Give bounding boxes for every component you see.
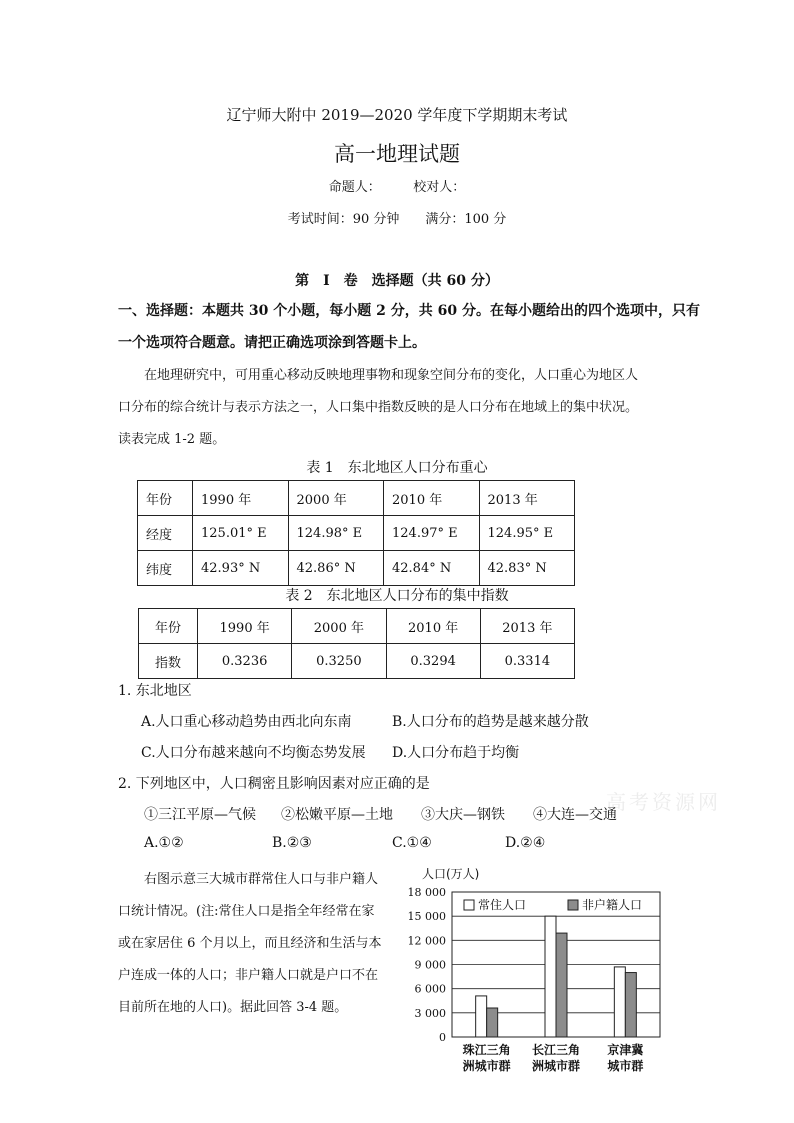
- q2-item-3: ③大庆—钢铁: [421, 807, 505, 823]
- table-cell: 纬度: [138, 551, 193, 586]
- table-cell: 2010 年: [384, 481, 480, 516]
- x-category-label: 长江三角: [531, 1043, 581, 1057]
- bar-non-registered: [556, 933, 567, 1037]
- section-heading: 第 Ⅰ 卷 选择题（共 60 分）: [295, 273, 499, 289]
- table-cell: 指数: [139, 644, 198, 679]
- section-instruction-2: 一个选项符合题意。请把正确选项涂到答题卡上。: [118, 335, 426, 351]
- table-cell: 经度: [138, 516, 193, 551]
- q2-item-4: ④大连—交通: [533, 807, 617, 823]
- table-cell: 1990 年: [198, 609, 292, 644]
- paper-title: 高一地理试题: [334, 142, 460, 166]
- q2-item-2: ②松嫩平原—土地: [281, 807, 393, 823]
- table-cell: 0.3236: [198, 644, 292, 679]
- table-cell: 2013 年: [480, 609, 574, 644]
- intro-line-2: 口分布的综合统计与表示方法之一，人口集中指数反映的是人口分布在地域上的集中状况。: [118, 400, 639, 415]
- table-cell: 0.3250: [292, 644, 386, 679]
- table-cell: 2013 年: [479, 481, 575, 516]
- exam-meta: 考试时间：90 分钟 满分：100 分: [287, 212, 507, 227]
- q1-option-b: B.人口分布的趋势是越来越分散: [392, 714, 589, 730]
- x-category-label: 珠江三角: [462, 1043, 511, 1057]
- legend-label: 常住人口: [478, 898, 527, 912]
- intro-line-3: 读表完成 1-2 题。: [118, 432, 226, 447]
- intro2-line-5: 目前所在地的人口)。据此回答 3-4 题。: [118, 1000, 348, 1015]
- population-bar-chart: [400, 860, 680, 1080]
- intro2-line-4: 户连成一体的人口；非户籍人口就是户口不在: [118, 968, 379, 983]
- table-cell: 年份: [138, 481, 193, 516]
- q1-option-c: C.人口分布越来越向不均衡态势发展: [141, 745, 366, 761]
- table-cell: 42.83° N: [479, 551, 575, 586]
- intro-line-1: 在地理研究中，可用重心移动反映地理事物和现象空间分布的变化，人口重心为地区人: [144, 368, 639, 383]
- table-cell: 124.98° E: [288, 516, 384, 551]
- table-cell: 0.3314: [480, 644, 574, 679]
- question-2-stem: 2. 下列地区中，人口稠密且影响因素对应正确的是: [118, 776, 430, 792]
- author-line: 命题人： 校对人：: [328, 180, 466, 195]
- q2-option-c: C.①④: [392, 835, 432, 851]
- bar-resident: [614, 967, 625, 1037]
- q2-option-b: B.②③: [272, 835, 312, 851]
- bar-non-registered: [487, 1008, 498, 1037]
- y-tick-label: 0: [439, 1031, 446, 1044]
- watermark-text: 高考资源网: [606, 790, 721, 814]
- y-tick-label: 3 000: [414, 1006, 446, 1020]
- bar-resident: [545, 916, 556, 1037]
- legend-label: 非户籍人口: [582, 898, 643, 912]
- table2-caption: 表 2 东北地区人口分布的集中指数: [285, 588, 509, 604]
- y-tick-label: 12 000: [407, 934, 446, 948]
- y-axis-label: 人口(万人): [422, 867, 480, 881]
- table-row: [138, 551, 575, 586]
- table1-caption: 表 1 东北地区人口分布重心: [306, 460, 488, 476]
- q2-item-1: ①三江平原—气候: [144, 807, 256, 823]
- x-category-label: 城市群: [607, 1059, 644, 1073]
- table-row: [139, 644, 575, 679]
- table-row: [138, 481, 575, 516]
- legend-swatch-resident: [464, 900, 474, 910]
- table-cell: 42.84° N: [384, 551, 480, 586]
- table-row: [138, 516, 575, 551]
- table-cell: 42.93° N: [193, 551, 289, 586]
- bar-resident: [476, 996, 487, 1037]
- table-cell: 0.3294: [386, 644, 480, 679]
- legend-swatch-non-registered: [568, 900, 578, 910]
- table-cell: 1990 年: [193, 481, 289, 516]
- y-tick-label: 9 000: [414, 958, 446, 972]
- q2-option-a: A.①②: [144, 835, 184, 851]
- school-exam-title: 辽宁师大附中 2019—2020 学年度下学期期末考试: [226, 106, 568, 124]
- table-cell: 42.86° N: [288, 551, 384, 586]
- y-tick-label: 6 000: [414, 982, 446, 996]
- section-instruction-1: 一、选择题：本题共 30 个小题，每小题 2 分，共 60 分。在每小题给出的四个选项中，只有: [118, 303, 700, 319]
- table-cell: 年份: [139, 609, 198, 644]
- q1-option-a: A.人口重心移动趋势由西北向东南: [141, 714, 352, 730]
- q1-option-d: D.人口分布趋于均衡: [392, 745, 520, 761]
- y-tick-label: 15 000: [407, 910, 446, 924]
- x-category-label: 洲城市群: [462, 1059, 511, 1073]
- intro2-line-3: 或在家居住 6 个月以上，而且经济和生活与本: [118, 936, 382, 951]
- question-1-stem: 1. 东北地区: [118, 683, 192, 699]
- population-center-table: [137, 480, 575, 586]
- intro2-line-1: 右图示意三大城市群常住人口与非户籍人: [144, 872, 379, 887]
- population-concentration-table: [138, 608, 575, 679]
- table-row: [139, 609, 575, 644]
- table-cell: 2000 年: [288, 481, 384, 516]
- table-cell: 2010 年: [386, 609, 480, 644]
- table-cell: 124.95° E: [479, 516, 575, 551]
- intro2-line-2: 口统计情况。(注:常住人口是指全年经常在家: [118, 904, 375, 919]
- x-category-label: 洲城市群: [531, 1059, 581, 1073]
- bar-non-registered: [625, 973, 636, 1037]
- x-category-label: 京津冀: [607, 1043, 644, 1057]
- q2-option-d: D.②④: [505, 835, 546, 851]
- table-cell: 124.97° E: [384, 516, 480, 551]
- y-tick-label: 18 000: [407, 886, 446, 899]
- table-cell: 2000 年: [292, 609, 386, 644]
- table-cell: 125.01° E: [193, 516, 289, 551]
